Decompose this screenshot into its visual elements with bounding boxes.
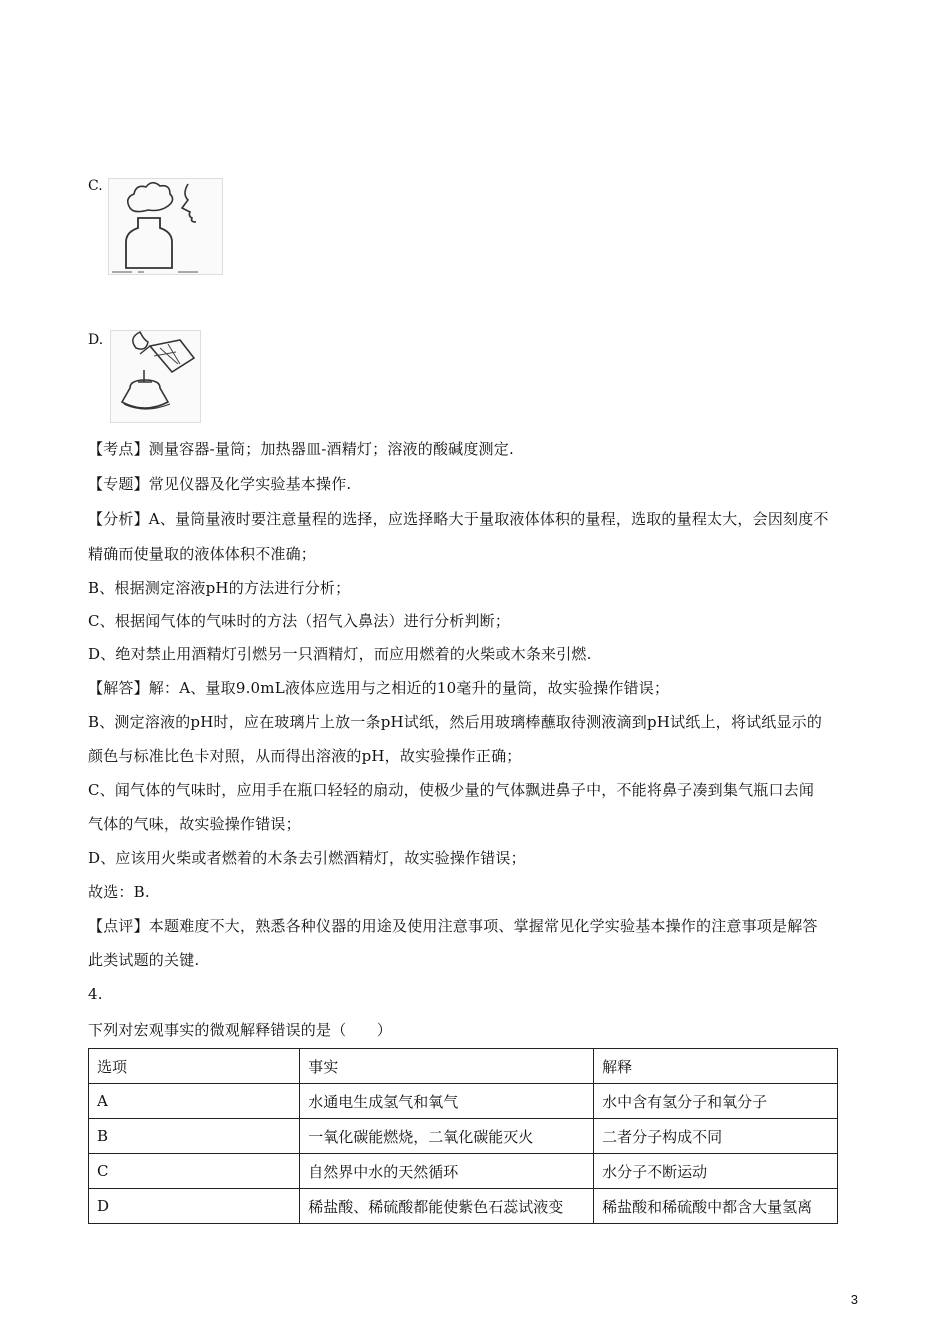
table-cell: A (89, 1084, 300, 1119)
table-cell: 稀盐酸和稀硫酸中都含大量氢离 (594, 1189, 838, 1224)
jieda-line-a: 【解答】解：A、量取9.0mL液体应选用与之相近的10毫升的量筒，故实验操作错误； (88, 679, 670, 697)
question-number: 4. (88, 985, 103, 1003)
jieda-line-d: D、应该用火柴或者燃着的木条去引燃酒精灯，故实验操作错误； (88, 849, 526, 867)
dianping-line-2: 此类试题的关键. (88, 951, 200, 969)
kaodian-line: 【考点】测量容器-量筒；加热器皿-酒精灯；溶液的酸碱度测定. (88, 440, 514, 458)
table-cell: 水中含有氢分子和氧分子 (594, 1084, 838, 1119)
question-stem: 下列对宏观事实的微观解释错误的是（ ） (88, 1021, 393, 1039)
fenxi-line-b: B、根据测定溶液pH的方法进行分析； (88, 579, 351, 597)
zhuanti-line: 【专题】常见仪器及化学实验基本操作. (88, 475, 352, 493)
page-number: 3 (850, 1292, 858, 1307)
jieda-line-b1: B、测定溶液的pH时，应在玻璃片上放一条pH试纸，然后用玻璃棒蘸取待测液滴到pH试纸上，将试纸显示的 (88, 713, 823, 731)
fenxi-line-c: C、根据闻气体的气味时的方法（招气入鼻法）进行分析判断； (88, 612, 511, 630)
explanation-table (88, 1048, 838, 1224)
table-row (89, 1084, 838, 1119)
alcohol-lamp-figure (110, 330, 202, 424)
smell-gas-figure (108, 178, 224, 276)
table-cell: 自然界中水的天然循环 (300, 1154, 594, 1189)
option-c-label: C. (88, 178, 103, 194)
table-cell: 稀盐酸、稀硫酸都能使紫色石蕊试液变 (300, 1189, 594, 1224)
jieda-line-c1: C、闻气体的气味时，应用手在瓶口轻轻的扇动，使极少量的气体飘进鼻子中，不能将鼻子凑到集气瓶口去闻 (88, 781, 815, 799)
table-cell: 水通电生成氢气和氧气 (300, 1084, 594, 1119)
fenxi-line-d: D、绝对禁止用酒精灯引燃另一只酒精灯，而应用燃着的火柴或木条来引燃. (88, 645, 592, 663)
jieda-line-c2: 气体的气味，故实验操作错误； (88, 815, 301, 833)
table-header: 事实 (300, 1049, 594, 1084)
fenxi-line-1: 【分析】A、量筒量液时要注意量程的选择，应选择略大于量取液体体积的量程，选取的量程太大，会因刻度不 (88, 510, 829, 528)
table-cell: 二者分子构成不同 (594, 1119, 838, 1154)
table-cell: B (89, 1119, 300, 1154)
table-cell: C (89, 1154, 300, 1189)
table-cell: 水分子不断运动 (594, 1154, 838, 1189)
option-d-label: D. (88, 332, 104, 348)
jieda-line-b2: 颜色与标准比色卡对照，从而得出溶液的pH，故实验操作正确； (88, 747, 522, 765)
fenxi-line-2: 精确而使量取的液体体积不准确； (88, 545, 317, 563)
table-header: 解释 (594, 1049, 838, 1084)
table-header: 选项 (89, 1049, 300, 1084)
guxuan-line: 故选：B. (88, 883, 150, 901)
table-cell: 一氧化碳能燃烧，二氧化碳能灭火 (300, 1119, 594, 1154)
table-cell: D (89, 1189, 300, 1224)
table-row (89, 1154, 838, 1189)
table-row (89, 1189, 838, 1224)
table-header-row (89, 1049, 838, 1084)
table-row (89, 1119, 838, 1154)
dianping-line-1: 【点评】本题难度不大，熟悉各种仪器的用途及使用注意事项、掌握常见化学实验基本操作的注意事项是解答 (88, 917, 818, 935)
